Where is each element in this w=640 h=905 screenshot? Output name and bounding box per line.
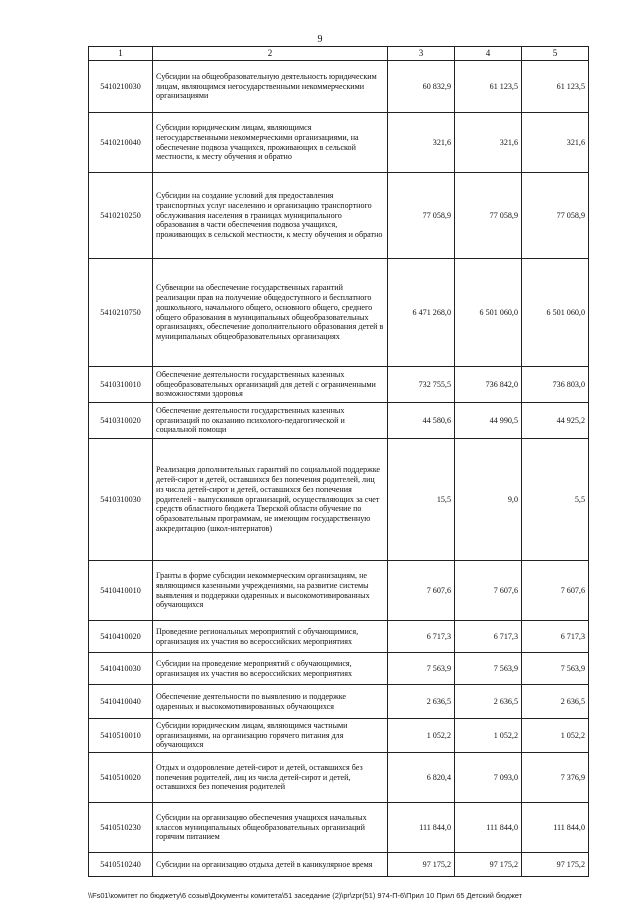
row-value-col5: 736 803,0 [522, 367, 589, 403]
row-value-col4: 1 052,2 [455, 719, 522, 753]
row-code: 5410410020 [89, 621, 153, 653]
row-description: Гранты в форме субсидии некоммерческим организациям, не являющимся казенными учреждениями, на развитие системы выявления и поддержки одаренных и высокомотивированных обучающихся [153, 561, 388, 621]
table-row [89, 803, 589, 853]
row-description: Субсидии на организацию отдыха детей в каникулярное время [153, 853, 388, 877]
table-row [89, 753, 589, 803]
row-value-col4: 7 563,9 [455, 653, 522, 685]
table-row [89, 259, 589, 367]
page-number: 9 [317, 34, 323, 45]
row-code: 5410510010 [89, 719, 153, 753]
column-header-1: 1 [89, 47, 153, 61]
row-value-col4: 7 607,6 [455, 561, 522, 621]
row-value-col5: 6 717,3 [522, 621, 589, 653]
row-value-col4: 61 123,5 [455, 61, 522, 113]
row-value-col4: 77 058,9 [455, 173, 522, 259]
row-value-col3: 2 636,5 [388, 685, 455, 719]
table-row [89, 561, 589, 621]
column-header-3: 3 [388, 47, 455, 61]
table-row [89, 367, 589, 403]
row-value-col3: 97 175,2 [388, 853, 455, 877]
row-value-col5: 44 925,2 [522, 403, 589, 439]
row-value-col3: 6 820,4 [388, 753, 455, 803]
row-description: Отдых и оздоровление детей-сирот и детей, оставшихся без попечения родителей, лиц из числа детей-сирот и детей, оставшихся без попечения родителей [153, 753, 388, 803]
row-value-col5: 97 175,2 [522, 853, 589, 877]
table-row [89, 685, 589, 719]
row-code: 5410510240 [89, 853, 153, 877]
row-code: 5410510020 [89, 753, 153, 803]
header-row [89, 47, 589, 61]
row-value-col3: 7 563,9 [388, 653, 455, 685]
row-value-col4: 321,6 [455, 113, 522, 173]
row-value-col5: 7 607,6 [522, 561, 589, 621]
row-value-col3: 111 844,0 [388, 803, 455, 853]
table-row [89, 113, 589, 173]
row-code: 5410410010 [89, 561, 153, 621]
row-description: Обеспечение деятельности по выявлению и поддержке одаренных и высокомотивированных обучающихся [153, 685, 388, 719]
row-value-col3: 60 832,9 [388, 61, 455, 113]
row-code: 5410310030 [89, 439, 153, 561]
row-code: 5410210250 [89, 173, 153, 259]
row-value-col5: 7 376,9 [522, 753, 589, 803]
row-value-col4: 2 636,5 [455, 685, 522, 719]
row-code: 5410310010 [89, 367, 153, 403]
row-value-col4: 6 717,3 [455, 621, 522, 653]
row-code: 5410410040 [89, 685, 153, 719]
row-code: 5410410030 [89, 653, 153, 685]
table-row [89, 439, 589, 561]
row-description: Субвенции на обеспечение государственных гарантий реализации прав на получение общедоступного и бесплатного дошкольного, начального общего, основного общего, среднего общего образования в муниципальных общеобразовательных организациях, обеспечение дополнительного образования детей в муниципальных общеобразовательных организациях [153, 259, 388, 367]
row-description: Субсидии юридическим лицам, являющимся негосударственными некоммерческими организациями, на обеспечение подвоза учащихся, проживающих в сельской местности, к месту обучения и обратно [153, 113, 388, 173]
row-description: Субсидии на проведение мероприятий с обучающимися, организация их участия во всероссийских мероприятиях [153, 653, 388, 685]
budget-table [88, 46, 589, 877]
row-description: Субсидии юридическим лицам, являющимся частными организациями, на организацию горячего питания для обучающихся [153, 719, 388, 753]
table-row [89, 621, 589, 653]
row-value-col5: 6 501 060,0 [522, 259, 589, 367]
row-value-col3: 321,6 [388, 113, 455, 173]
table-row [89, 653, 589, 685]
row-value-col5: 2 636,5 [522, 685, 589, 719]
row-value-col4: 9,0 [455, 439, 522, 561]
column-header-5: 5 [522, 47, 589, 61]
row-description: Обеспечение деятельности государственных казенных организаций по оказанию психолого-педагогической и социальной помощи [153, 403, 388, 439]
row-value-col5: 5,5 [522, 439, 589, 561]
row-description: Субсидии на общеобразовательную деятельность юридическим лицам, являющимся негосударственными некоммерческими организациями [153, 61, 388, 113]
table-row [89, 719, 589, 753]
row-code: 5410510230 [89, 803, 153, 853]
row-value-col5: 7 563,9 [522, 653, 589, 685]
row-description: Субсидии на организацию обеспечения учащихся начальных классов муниципальных общеобразовательных организаций горячим питанием [153, 803, 388, 853]
row-value-col5: 111 844,0 [522, 803, 589, 853]
row-value-col3: 6 471 268,0 [388, 259, 455, 367]
table-row [89, 61, 589, 113]
row-code: 5410210030 [89, 61, 153, 113]
row-value-col5: 61 123,5 [522, 61, 589, 113]
row-code: 5410210040 [89, 113, 153, 173]
file-path-footer: \\Fs01\комитет по бюджету\6 созыв\Документы комитета\51 заседание (2)\pr\zpr(51) 974-П-6\Прил 10 Прил 65 Детский бюджет [88, 891, 523, 900]
table-row [89, 403, 589, 439]
row-value-col4: 97 175,2 [455, 853, 522, 877]
row-value-col4: 44 990,5 [455, 403, 522, 439]
row-value-col3: 732 755,5 [388, 367, 455, 403]
row-value-col3: 77 058,9 [388, 173, 455, 259]
row-value-col4: 6 501 060,0 [455, 259, 522, 367]
row-value-col3: 1 052,2 [388, 719, 455, 753]
row-value-col3: 44 580,6 [388, 403, 455, 439]
row-value-col5: 1 052,2 [522, 719, 589, 753]
row-code: 5410210750 [89, 259, 153, 367]
row-description: Проведение региональных мероприятий с обучающимися, организация их участия во всероссийских мероприятиях [153, 621, 388, 653]
row-description: Субсидии на создание условий для предоставления транспортных услуг населению и организацию транспортного обслуживания населения в границах муниципального образования в части обеспечения подвоза учащихся, проживающих в сельской местности, к месту обучения и обратно [153, 173, 388, 259]
row-description: Реализация дополнительных гарантий по социальной поддержке детей-сирот и детей, оставшихся без попечения родителей, лиц из числа детей-сирот и детей, оставшихся без попечения родителей - выпускников организаций, осуществляющих за счет средств областного бюджета Тверской области обучение по образовательным программам, не имеющим государственную аккредитацию (школ-интернатов) [153, 439, 388, 561]
row-value-col4: 111 844,0 [455, 803, 522, 853]
row-code: 5410310020 [89, 403, 153, 439]
table-row [89, 173, 589, 259]
column-header-2: 2 [153, 47, 388, 61]
row-value-col4: 7 093,0 [455, 753, 522, 803]
row-value-col5: 321,6 [522, 113, 589, 173]
row-value-col3: 7 607,6 [388, 561, 455, 621]
row-value-col5: 77 058,9 [522, 173, 589, 259]
row-value-col3: 15,5 [388, 439, 455, 561]
row-description: Обеспечение деятельности государственных казенных общеобразовательных организаций для детей с ограниченными возможностями здоровья [153, 367, 388, 403]
column-header-4: 4 [455, 47, 522, 61]
table-row [89, 853, 589, 877]
row-value-col3: 6 717,3 [388, 621, 455, 653]
row-value-col4: 736 842,0 [455, 367, 522, 403]
